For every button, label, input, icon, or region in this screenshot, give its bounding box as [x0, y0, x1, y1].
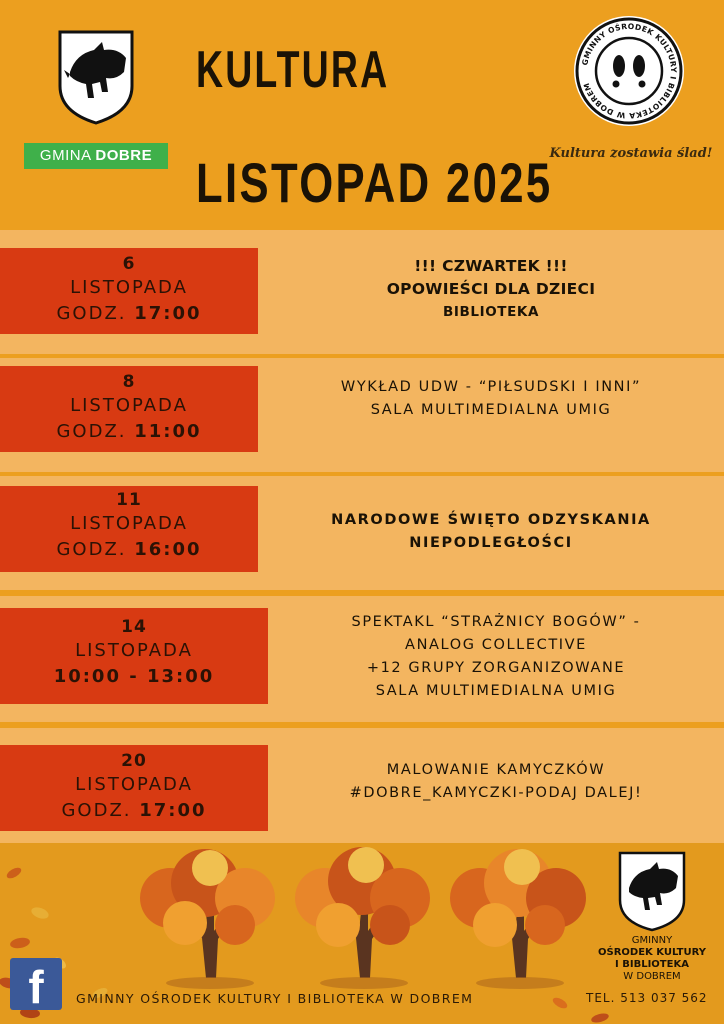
logo-line: W DOBREM [623, 971, 681, 982]
event-time: GODZ. 17:00 [56, 303, 202, 324]
event-date-box [0, 486, 258, 572]
event-date-box [0, 366, 258, 452]
logo-line: GMINNY [631, 935, 673, 946]
event-line: !!! CZWARTEK !!! [414, 257, 568, 275]
event-description [258, 376, 724, 422]
event-line: SALA MULTIMEDIALNA UMIG [370, 402, 612, 418]
gmina-dobre-badge [24, 143, 168, 169]
event-date-box [0, 745, 268, 831]
event-description [268, 759, 724, 805]
footer-phone: TEL. 513 037 562 [586, 991, 708, 1005]
event-month: LISTOPADA [70, 513, 188, 534]
title-kultura: KULTURA [196, 41, 390, 99]
badge-prefix: GMINA [39, 147, 96, 164]
event-month: LISTOPADA [70, 277, 188, 298]
event-day: 6 [122, 254, 136, 274]
tree-icon [295, 847, 430, 989]
event-line: WYKŁAD UDW - “PIŁSUDSKI I INNI” [340, 379, 642, 395]
event-line: +12 GRUPY ZORGANIZOWANE [366, 660, 626, 676]
event-line: BIBLIOTEKA [442, 304, 540, 320]
logo-line: I BIBLIOTEKA [615, 959, 689, 970]
event-line: NIEPODLEGŁOŚCI [409, 535, 573, 551]
event-line: ANALOG COLLECTIVE [405, 637, 587, 653]
tree-icon [140, 849, 275, 989]
event-month: LISTOPADA [75, 640, 193, 661]
event-day: 11 [116, 490, 142, 510]
logo-line: OŚRODEK KULTURY [597, 947, 706, 958]
event-line: #DOBRE_KAMYCZKI-PODAJ DALEJ! [349, 785, 643, 801]
footer-org-name: GMINNY OŚRODEK KULTURY I BIBLIOTEKA W DOBREM [76, 991, 474, 1006]
event-day: 8 [122, 372, 136, 392]
event-line: OPOWIEŚCI DLA DZIECI [386, 280, 596, 298]
event-date-box [0, 248, 258, 334]
event-month: LISTOPADA [70, 395, 188, 416]
gok-crest-logo [617, 850, 687, 932]
event-line: SPEKTAKL “STRAŻNICY BOGÓW” - [351, 614, 641, 630]
event-description [258, 255, 724, 324]
facebook-icon[interactable]: f [10, 958, 62, 1010]
title-listopad: LISTOPAD 2025 [196, 151, 553, 214]
event-line: MALOWANIE KAMYCZKÓW [386, 762, 606, 778]
event-line: SALA MULTIMEDIALNA UMIG [375, 683, 617, 699]
badge-bold: DOBRE [95, 147, 153, 164]
event-day: 14 [121, 617, 147, 637]
event-month: LISTOPADA [75, 774, 193, 795]
event-description [258, 509, 724, 555]
event-day: 20 [121, 751, 147, 771]
event-date-box [0, 608, 268, 704]
gok-stamp-logo [572, 14, 686, 128]
gmina-crest-logo [56, 28, 136, 126]
event-time: GODZ. 11:00 [56, 421, 202, 442]
tree-icon [450, 849, 586, 989]
stamp-text: GMINNY OŚRODEK KULTURY I BIBLIOTEKA W DOBREM [580, 21, 679, 121]
event-time: GODZ. 16:00 [56, 539, 202, 560]
event-time: GODZ. 17:00 [61, 800, 207, 821]
event-description [268, 611, 724, 703]
event-line: NARODOWE ŚWIĘTO ODZYSKANIA [331, 512, 651, 528]
slogan: Kultura zostawia ślad! [549, 146, 713, 161]
event-time: 10:00 - 13:00 [53, 666, 215, 687]
gok-logo-caption [582, 935, 722, 983]
